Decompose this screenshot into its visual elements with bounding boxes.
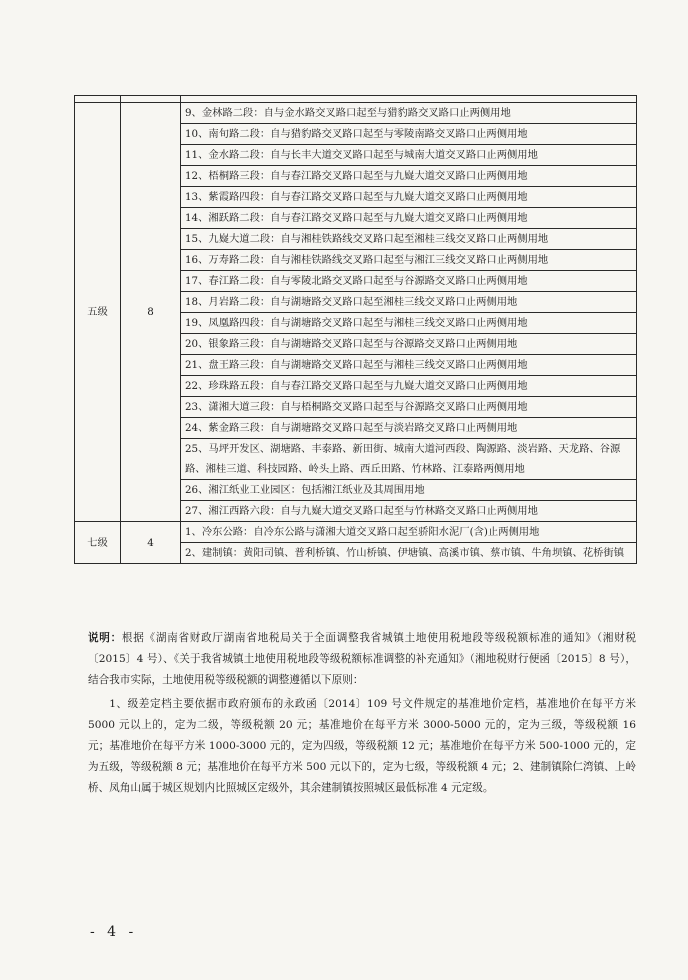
zone-list-cell: 25、马坪开发区、湖塘路、丰泰路、新田街、城南大道河西段、陶源路、淡岩路、天龙路、谷源路、湘桂三道、科技园路、岭头上路、西丘田路、竹林路、江泰路两侧用地 [181, 439, 637, 480]
strip-cell [75, 96, 121, 103]
explanation-notes [88, 628, 636, 800]
road-section-cell: 12、梧桐路三段：自与春江路交叉路口起至与九嶷大道交叉路口止两侧用地 [181, 166, 637, 187]
road-section-cell: 15、九嶷大道二段：自与湘桂铁路线交叉路口起至湘桂三线交叉路口止两侧用地 [181, 229, 637, 250]
road-section-cell: 11、金水路二段：自与长丰大道交叉路口起至与城南大道交叉路口止两侧用地 [181, 145, 637, 166]
road-section-cell: 17、春江路二段：自与零陵北路交叉路口起至与谷源路交叉路口止两侧用地 [181, 271, 637, 292]
road-section-cell: 21、盘王路三段：自与湖塘路交叉路口起至与湘桂三线交叉路口止两侧用地 [181, 355, 637, 376]
table-top-strip [75, 96, 637, 103]
road-section-cell: 1、冷东公路：自冷东公路与潇湘大道交叉路口起至骄阳水泥厂(含)止两侧用地 [181, 522, 637, 543]
road-section-cell: 23、潇湘大道三段：自与梧桐路交叉路口起至与谷源路交叉路口止两侧用地 [181, 397, 637, 418]
road-section-cell: 27、湘江西路六段：自与九嶷大道交叉路口起至与竹林路交叉路口止两侧用地 [181, 501, 637, 522]
page-number: - 4 - [90, 924, 138, 940]
road-section-cell: 16、万寿路二段：自与湘桂铁路线交叉路口起至与湘江三线交叉路口止两侧用地 [181, 250, 637, 271]
road-section-cell: 13、紫霞路四段：自与春江路交叉路口起至与九嶷大道交叉路口止两侧用地 [181, 187, 637, 208]
grade-seven-tax-cell: 4 [121, 522, 181, 564]
road-section-cell: 20、银象路三段：自与湖塘路交叉路口起至与谷源路交叉路口止两侧用地 [181, 334, 637, 355]
notes-lead: 说明： [88, 632, 122, 644]
notes-intro [88, 628, 636, 692]
road-section-cell: 24、紫金路三段：自与湖塘路交叉路口起至与淡岩路交叉路口止两侧用地 [181, 418, 637, 439]
table-row [75, 522, 637, 543]
road-section-cell: 22、珍珠路五段：自与春江路交叉路口起至与九嶷大道交叉路口止两侧用地 [181, 376, 637, 397]
road-section-cell: 10、南旬路二段：自与猎豹路交叉路口起至与零陵南路交叉路口止两侧用地 [181, 124, 637, 145]
notes-intro-text: 根据《湖南省财政厅湖南省地税局关于全面调整我省城镇土地使用税地段等级税额标准的通知》（湘财税〔2015〕4 号）、《关于我省城镇土地使用税地段等级税额标准调整的补充通知》（湘地税财行便函〔2015〕8 号），结合我市实际，土地使用税等级税额的调整遵循以下原则： [88, 632, 636, 687]
land-tax-grade-table [74, 95, 637, 564]
road-section-cell: 9、金林路二段：自与金水路交叉路口起至与猎豹路交叉路口止两侧用地 [181, 103, 637, 124]
strip-cell [121, 96, 181, 103]
grade-five-tax-cell: 8 [121, 103, 181, 522]
town-list-cell: 2、建制镇：黄阳司镇、普利桥镇、竹山桥镇、伊塘镇、高溪市镇、蔡市镇、牛角坝镇、花桥街镇 [181, 543, 637, 564]
grade-five-cell: 五级 [75, 103, 121, 522]
notes-body: 1、级差定档主要依据市政府颁布的永政函〔2014〕109 号文件规定的基准地价定档，基准地价在每平方米 5000 元以上的，定为二级，等级税额 20 元；基准地价在每平方米 3000-5000 元的，定为三级，等级税额 16 元；基准地价在每平方米 1000-3000 元的，定为四级，等级税额 12 元；基准地价在每平方米 500-1000 元的，定为五级，等级税额 8 元；基准地价在每平方米 500 元以下的，定为七级，等级税额 4 元；2、建制镇除仁湾镇、上岭桥、凤角山属于城区规划内比照城区定级外，其余建制镇按照城区最低标准 4 元定级。 [88, 697, 636, 795]
industrial-park-cell: 26、湘江纸业工业园区：包括湘江纸业及其周围用地 [181, 480, 637, 501]
table-row [75, 103, 637, 124]
road-section-cell: 14、湘跃路二段：自与春江路交叉路口起至与九嶷大道交叉路口止两侧用地 [181, 208, 637, 229]
grade-seven-cell: 七级 [75, 522, 121, 564]
road-section-cell: 19、凤凰路四段：自与湖塘路交叉路口起至与湘桂三线交叉路口止两侧用地 [181, 313, 637, 334]
strip-cell [181, 96, 637, 103]
road-section-cell: 18、月岩路二段：自与湖塘路交叉路口起至湘桂三线交叉路口止两侧用地 [181, 292, 637, 313]
